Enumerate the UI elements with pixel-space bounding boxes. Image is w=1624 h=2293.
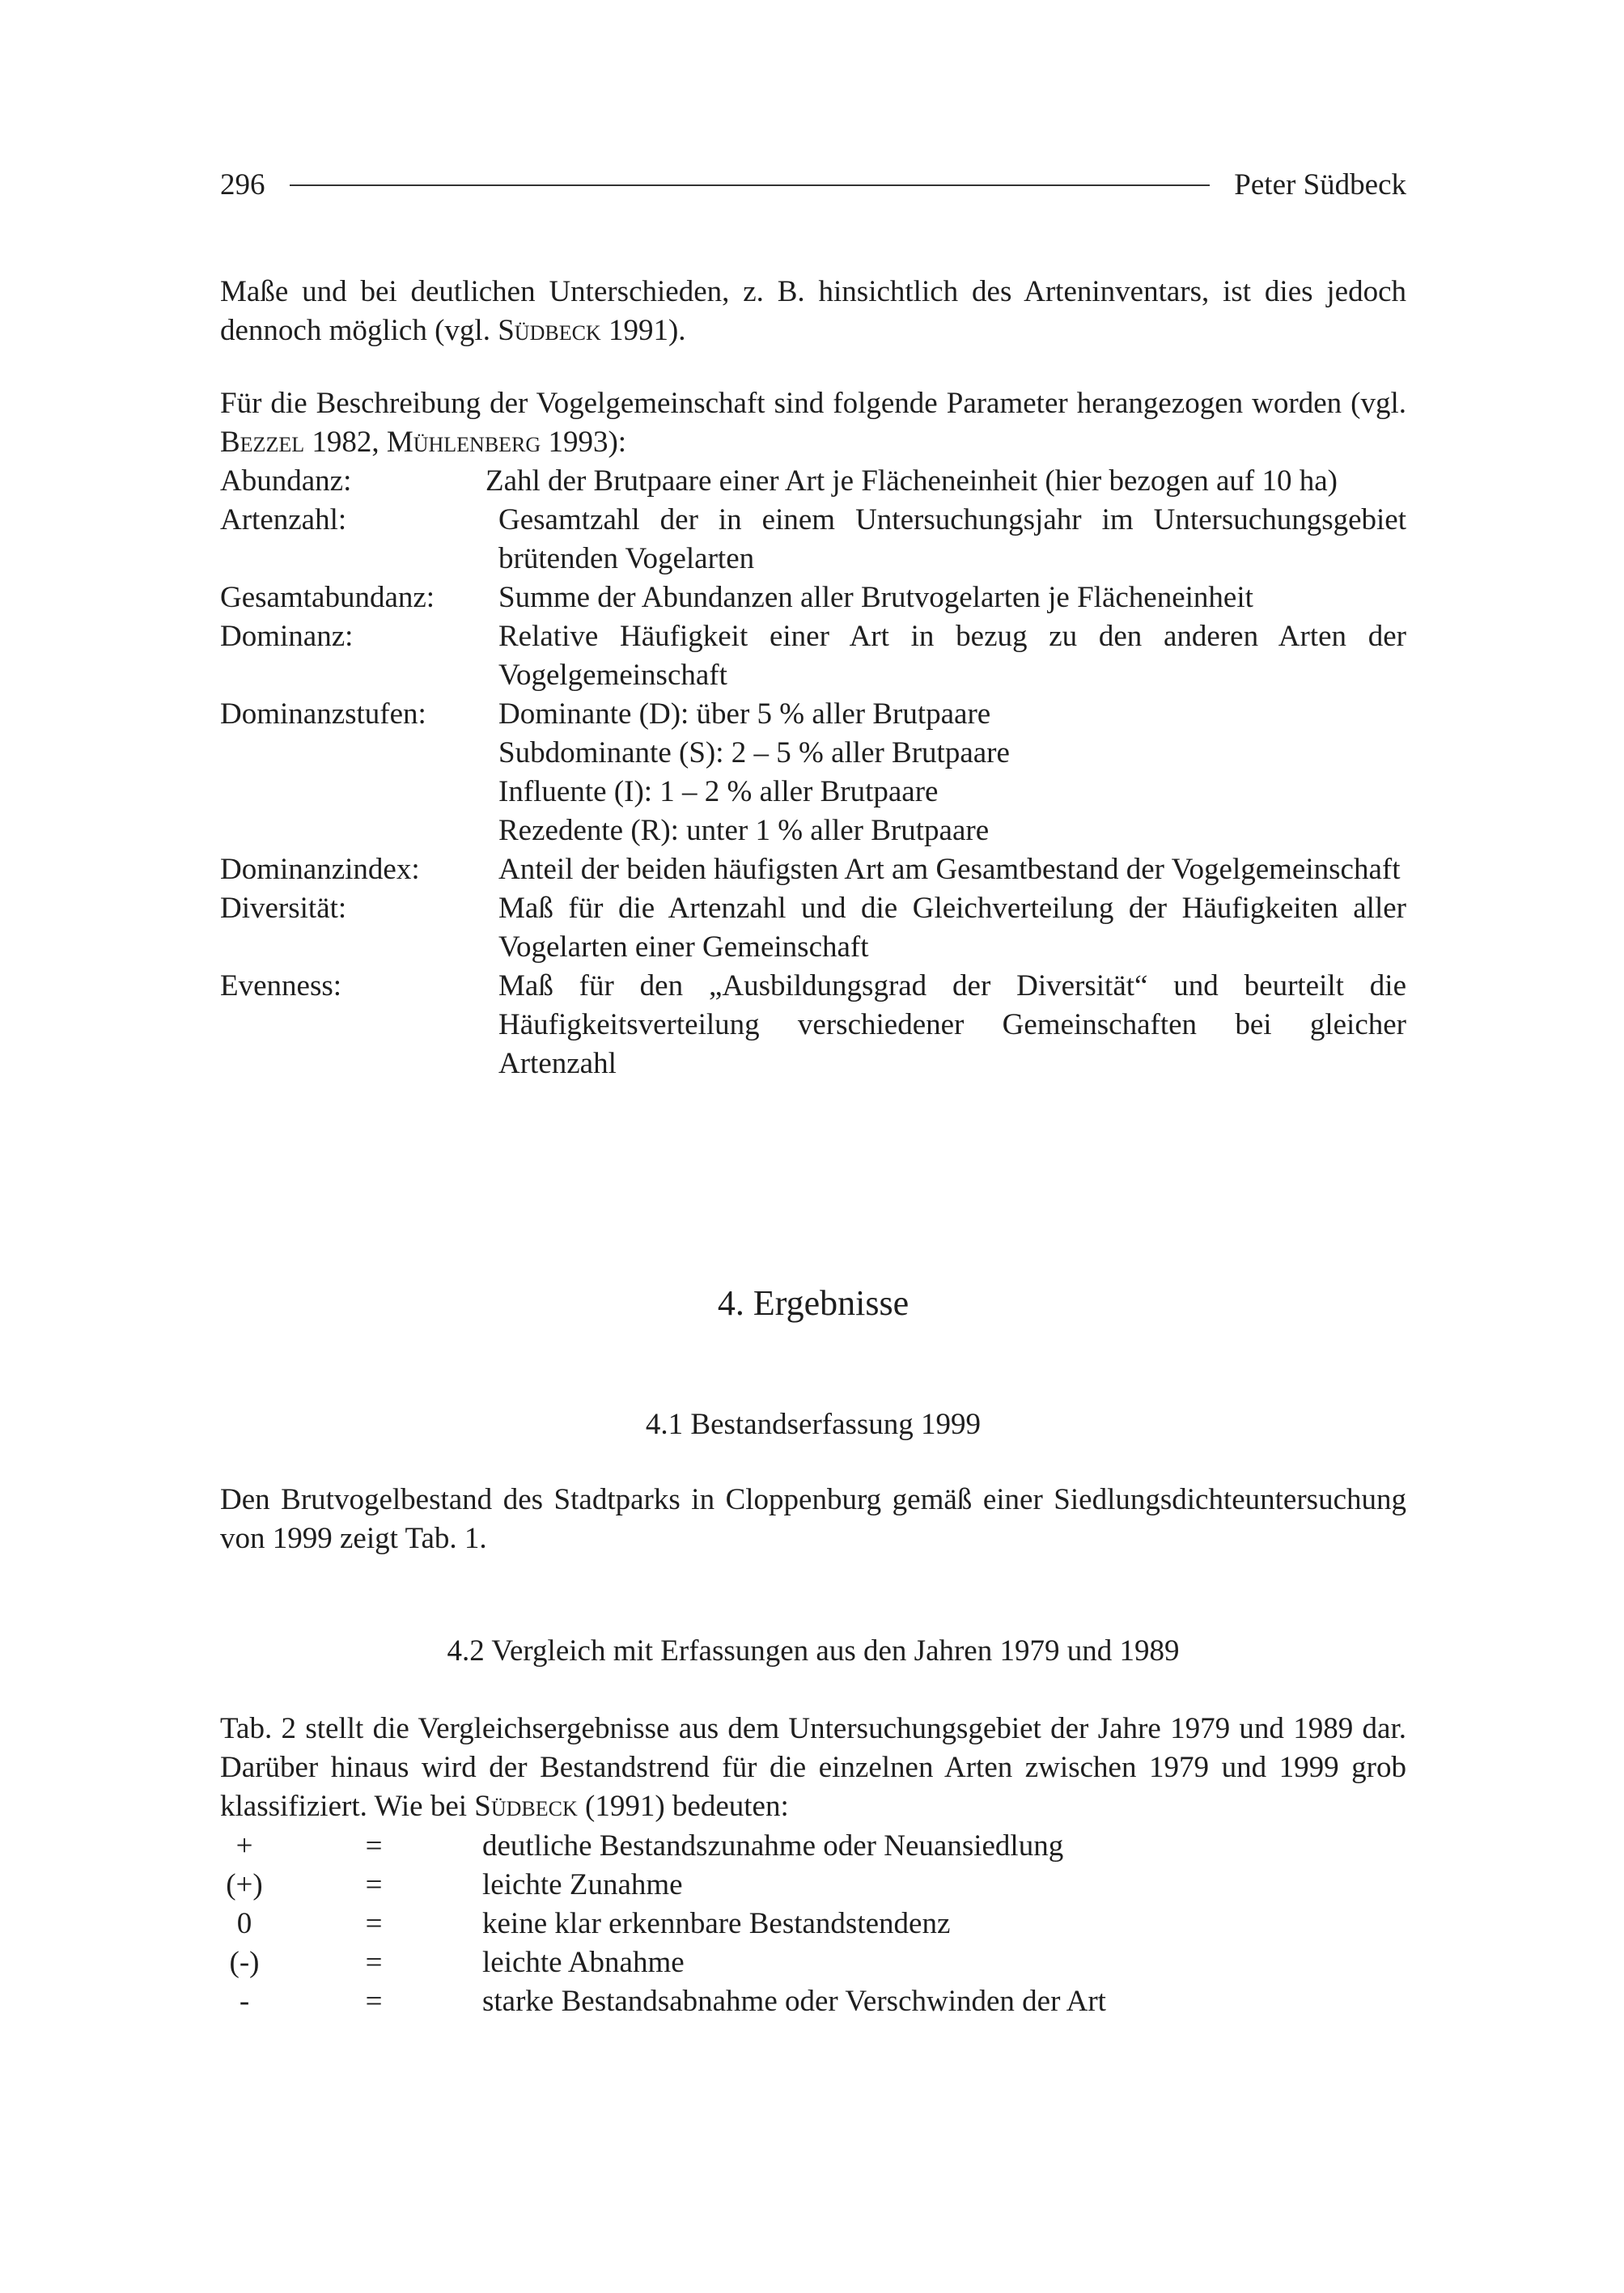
definition-description: Gesamtzahl der in einem Untersuchungsjahr im Untersuchungsgebiet brütenden Vogelarten bbox=[498, 503, 1406, 575]
legend-description: deutliche Bestandszunahme oder Neuansiedlung bbox=[482, 1829, 1064, 1863]
legend-row bbox=[220, 1943, 1106, 1982]
definition-term: Diversität: bbox=[220, 892, 347, 925]
params-text-end: 1993): bbox=[541, 426, 627, 459]
definition-term: Abundanz: bbox=[220, 464, 352, 498]
legend-symbol: + bbox=[235, 1829, 253, 1863]
legend-row bbox=[220, 1982, 1106, 2021]
params-text: Für die Beschreibung der Vogelgemeinschaft sind folgende Parameter herangezogen worden (vgl. bbox=[220, 387, 1406, 420]
definition-term: Evenness: bbox=[220, 969, 342, 1002]
parameters-paragraph bbox=[220, 384, 1406, 462]
legend-description: leichte Zunahme bbox=[482, 1868, 683, 1901]
definition-item bbox=[220, 462, 1406, 501]
definition-term: Artenzahl: bbox=[220, 503, 347, 536]
definition-description: Zahl der Brutpaare einer Art je Flächeneinheit (hier bezogen auf 10 ha) bbox=[486, 464, 1338, 498]
definition-description: Relative Häufigkeit einer Art in bezug zu den anderen Arten der Vogelgemeinschaft bbox=[498, 620, 1406, 692]
definition-description: Maß für die Artenzahl und die Gleichverteilung der Häufigkeiten aller Vogelarten einer Gemeinschaft bbox=[498, 892, 1406, 964]
definition-term: Dominanzindex: bbox=[220, 853, 420, 886]
definition-item bbox=[220, 579, 1406, 617]
legend-description: starke Bestandsabnahme oder Verschwinden der Art bbox=[482, 1985, 1106, 2018]
legend-equals: = bbox=[365, 1907, 383, 1940]
subsection-heading: 4.2 Vergleich mit Erfassungen aus den Jahren 1979 und 1989 bbox=[447, 1634, 1180, 1668]
results-paragraph bbox=[220, 1481, 1406, 1558]
definition-description: Summe der Abundanzen aller Brutvogelarten je Flächeneinheit bbox=[498, 581, 1253, 614]
intro-paragraph bbox=[220, 273, 1406, 350]
legend-equals: = bbox=[365, 1868, 383, 1901]
definition-description: Anteil der beiden häufigsten Art am Gesamtbestand der Vogelgemeinschaft bbox=[498, 853, 1401, 886]
comparison-text-end: (1991) bedeuten: bbox=[577, 1790, 789, 1823]
definition-item bbox=[220, 695, 1406, 850]
dominance-level: Subdominante (S): 2 – 5 % aller Brutpaare bbox=[498, 736, 1010, 769]
subsection-heading: 4.1 Bestandserfassung 1999 bbox=[645, 1408, 982, 1441]
dominance-level: Rezedente (R): unter 1 % aller Brutpaare bbox=[498, 814, 990, 847]
dominance-levels bbox=[498, 695, 1406, 850]
running-head bbox=[220, 166, 1406, 205]
definition-item bbox=[220, 850, 1406, 889]
params-text: 1982, bbox=[304, 426, 387, 459]
legend-description: leichte Abnahme bbox=[482, 1946, 685, 1979]
legend-equals: = bbox=[365, 1985, 383, 2018]
section-heading: 4. Ergebnisse bbox=[717, 1283, 910, 1323]
legend-symbol: (+) bbox=[226, 1868, 263, 1901]
definition-item bbox=[220, 617, 1406, 695]
definition-item bbox=[220, 889, 1406, 967]
definition-item bbox=[220, 967, 1406, 1083]
legend-equals: = bbox=[365, 1829, 383, 1863]
citation: Südbeck bbox=[474, 1790, 578, 1823]
results-text: Den Brutvogelbestand des Stadtparks in Cloppenburg gemäß einer Siedlungsdichteuntersuchung von 1999 zeigt Tab. 1. bbox=[220, 1483, 1406, 1555]
citation: Südbeck bbox=[498, 314, 601, 347]
dominance-level: Dominante (D): über 5 % aller Brutpaare bbox=[498, 697, 991, 731]
legend-row bbox=[220, 1905, 1106, 1943]
dominance-level: Influente (I): 1 – 2 % aller Brutpaare bbox=[498, 775, 939, 808]
comparison-paragraph bbox=[220, 1710, 1406, 1826]
citation: Mühlenberg bbox=[386, 426, 541, 459]
trend-legend bbox=[220, 1827, 1106, 2021]
running-head-author: Peter Südbeck bbox=[1234, 168, 1406, 201]
intro-text-end: 1991). bbox=[600, 314, 686, 347]
citation: Bezzel bbox=[220, 426, 305, 459]
legend-description: keine klar erkennbare Bestandstendenz bbox=[482, 1907, 951, 1940]
definition-term: Gesamtabundanz: bbox=[220, 581, 435, 614]
legend-row bbox=[220, 1827, 1106, 1866]
page-number: 296 bbox=[220, 168, 265, 201]
legend-symbol: (-) bbox=[229, 1946, 260, 1979]
definition-description: Maß für den „Ausbildungsgrad der Diversität“ und beurteilt die Häufigkeitsverteilung verschiedener Gemeinschaften bei gleicher Artenzahl bbox=[498, 969, 1406, 1080]
definition-item bbox=[220, 501, 1406, 579]
header-rule bbox=[290, 184, 1211, 186]
legend-symbol: - bbox=[239, 1985, 250, 2018]
legend-row bbox=[220, 1866, 1106, 1905]
legend-symbol: 0 bbox=[236, 1907, 252, 1940]
comparison-text: Tab. 2 stellt die Vergleichsergebnisse aus dem Untersuchungsgebiet der Jahre 1979 und 1989 dar. Darüber hinaus wird der Bestandstrend für die einzelnen Arten zwischen 1979 und 1999 grob klassifiziert. Wie bei bbox=[220, 1712, 1406, 1823]
legend-equals: = bbox=[365, 1946, 383, 1979]
definition-term: Dominanzstufen: bbox=[220, 697, 426, 731]
intro-text: Maße und bei deutlichen Unterschieden, z. B. hinsichtlich des Arteninventars, ist dies jedoch dennoch möglich (vgl. bbox=[220, 275, 1406, 347]
definition-term: Dominanz: bbox=[220, 620, 354, 653]
definition-list bbox=[220, 462, 1406, 1083]
